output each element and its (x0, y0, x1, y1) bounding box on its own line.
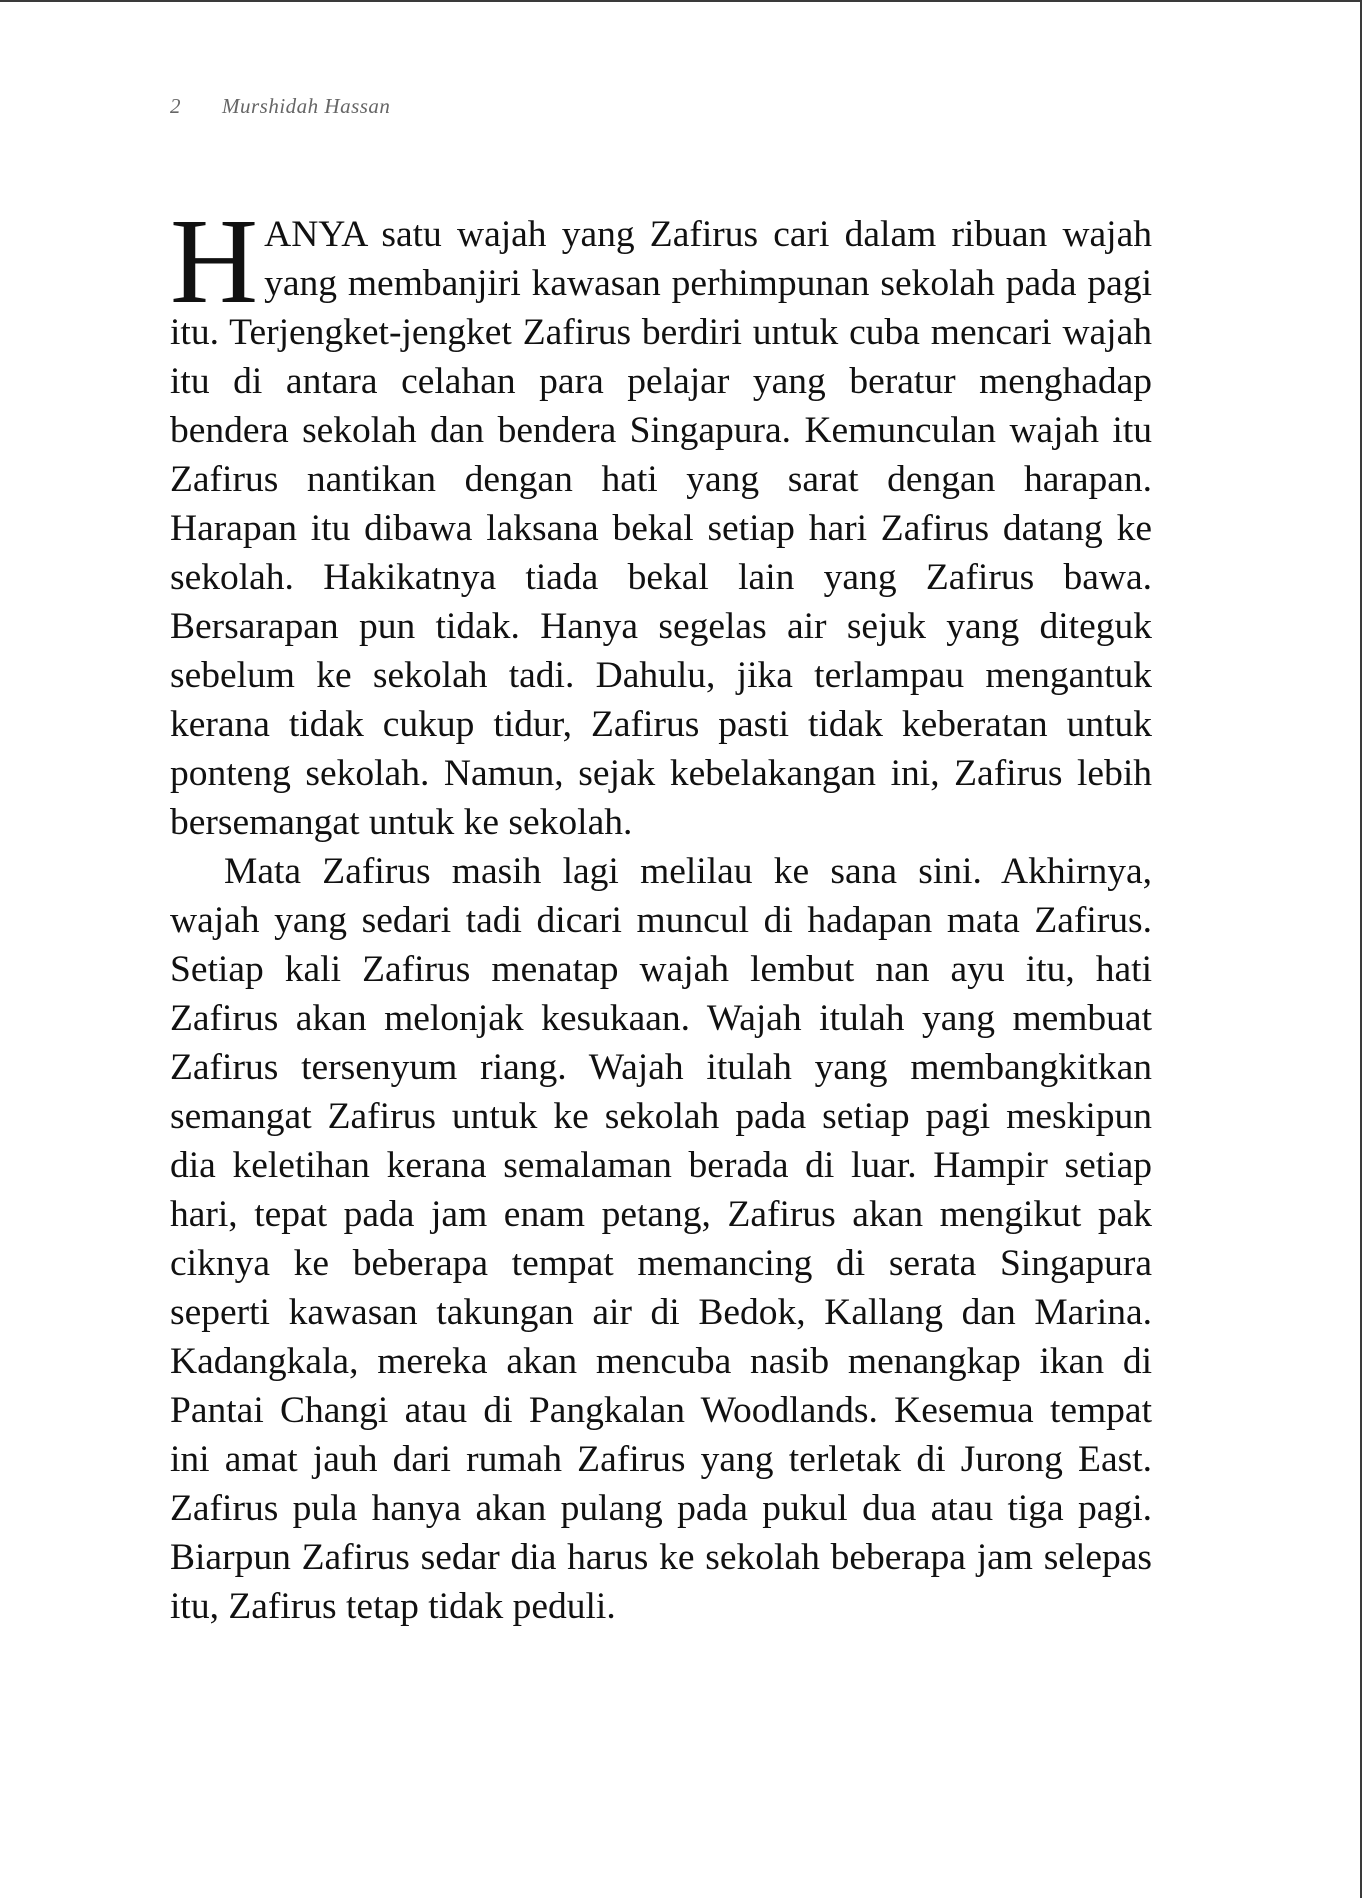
page-border-right (1360, 0, 1362, 1898)
page-border-top (0, 0, 1360, 2)
running-header (170, 94, 390, 119)
author-name: Murshidah Hassan (222, 94, 391, 118)
body-text (170, 194, 1152, 1631)
paragraph-2: Mata Zafirus masih lagi melilau ke sana sini. Akhirnya, wajah yang sedari tadi dicari muncul di hadapan mata Zafirus. Setiap kali Zafirus menatap wajah lembut nan ayu itu, hati Zafirus akan melonjak kesukaan. Wajah itulah yang membuat Zafirus tersenyum riang. Wajah itulah yang membangkitkan semangat Zafirus untuk ke sekolah pada setiap pagi meskipun dia keletihan kerana semalaman berada di luar. Hampir setiap hari, tepat pada jam enam petang, Zafirus akan mengikut pak ciknya ke beberapa tempat memancing di serata Singapura seperti kawasan takungan air di Bedok, Kallang dan Marina. Kadangkala, mereka akan mencuba nasib menangkap ikan di Pantai Changi atau di Pangkalan Woodlands. Kesemua tempat ini amat jauh dari rumah Zafirus yang terletak di Jurong East. Zafirus pula hanya akan pulang pada pukul dua atau tiga pagi. Biarpun Zafirus sedar dia harus ke sekolah beberapa jam selepas itu, Zafirus tetap tidak peduli. (170, 851, 1152, 1627)
drop-cap: H (170, 194, 259, 329)
paragraph-1 (170, 194, 1152, 847)
paragraph-1-text: ANYA satu wajah yang Zafirus cari dalam ribuan wajah yang membanjiri kawasan perhimpunan sekolah pada pagi itu. Terjengket-jengket Zafirus berdiri untuk cuba mencari wajah itu di antara celahan para pelajar yang beratur menghadap bendera sekolah dan bendera Singapura. Kemunculan wajah itu Zafirus nantikan dengan hati yang sarat dengan harapan. Harapan itu dibawa laksana bekal setiap hari Zafirus datang ke sekolah. Hakikatnya tiada bekal lain yang Zafirus bawa. Bersarapan pun tidak. Hanya segelas air sejuk yang diteguk sebelum ke sekolah tadi. Dahulu, jika terlampau mengantuk kerana tidak cukup tidur, Zafirus pasti tidak keberatan untuk ponteng sekolah. Namun, sejak kebelakangan ini, Zafirus lebih bersemangat untuk ke sekolah. (170, 214, 1152, 843)
page-number: 2 (170, 94, 181, 118)
